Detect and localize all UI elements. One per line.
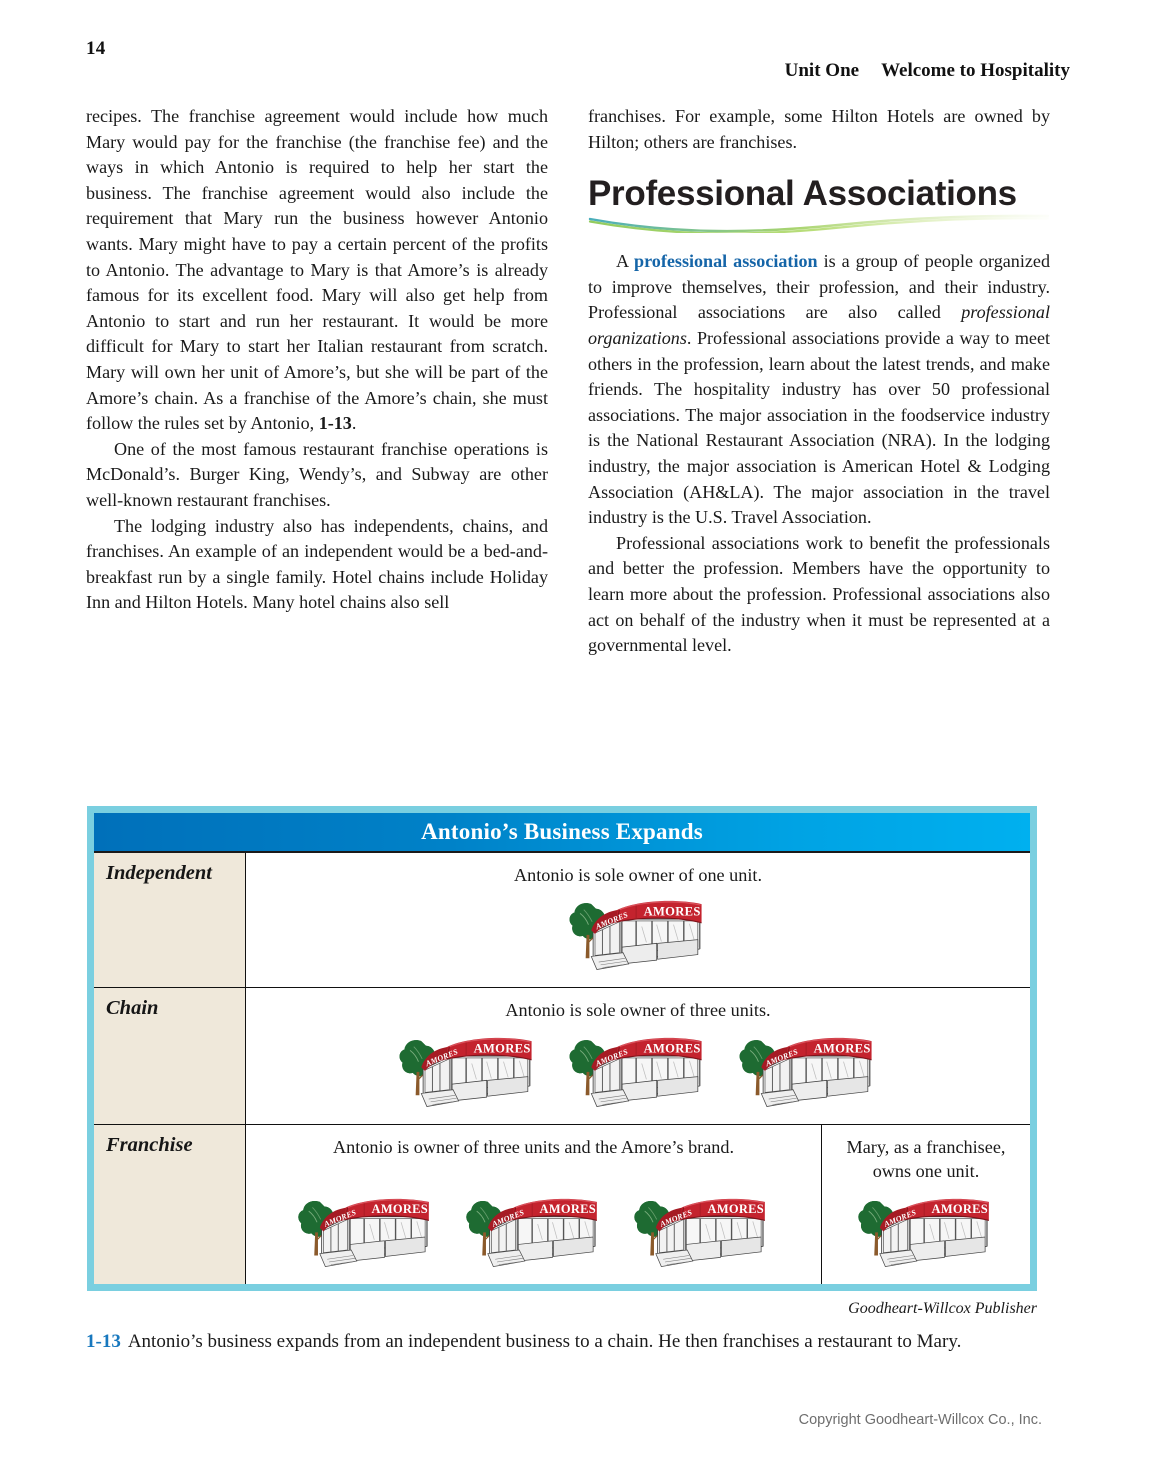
unit-group-independent bbox=[246, 887, 1030, 987]
figure-table-header bbox=[94, 813, 1030, 853]
unit-group-franchise-antonio bbox=[246, 1159, 821, 1284]
figure-table bbox=[87, 806, 1037, 1291]
figure-caption-number: 1-13 bbox=[86, 1331, 121, 1352]
storefront-illustration bbox=[628, 1189, 776, 1274]
key-term: professional association bbox=[634, 251, 818, 272]
row-body-chain bbox=[246, 988, 1030, 1124]
storefront-illustration bbox=[460, 1189, 608, 1274]
left-column bbox=[86, 104, 548, 616]
storefront-illustration bbox=[733, 1028, 883, 1114]
paragraph-benefits: Professional associations work to benefit the professionals and better the profession. Members have the opportunity to learn more about the profession. Professional associations also act on behalf of the industry when it must be represented at a governmental level. bbox=[588, 532, 1050, 656]
storefront-illustration bbox=[563, 1028, 713, 1114]
unit-title-label: Welcome to Hospitality bbox=[881, 60, 1070, 81]
franchise-mary-cell bbox=[822, 1125, 1030, 1284]
row-body-independent bbox=[246, 853, 1030, 987]
row-caption-franchise: Antonio is owner of three units and the Amore’s brand. bbox=[332, 1137, 735, 1157]
figure-reference-inline: 1-13 bbox=[318, 413, 352, 434]
running-head-title bbox=[766, 38, 1070, 104]
row-caption-independent: Antonio is sole owner of one unit. bbox=[513, 865, 763, 885]
para-tail: . Professional associations provide a way to meet others in the profession, learn about the latest trends, and make friends. The hospitality industry has over 50 professional associations. The major association in the foodservice industry is the National Restaurant Association (NRA). In the lodging industry, the major association is American Hotel & Lodging Association (AH&LA). The major association in the travel industry is the U.S. Travel Association. bbox=[588, 327, 1050, 528]
para-lead: A bbox=[616, 251, 635, 272]
row-caption-franchise-mary: Mary, as a franchisee, owns one unit. bbox=[846, 1137, 1006, 1181]
table-row bbox=[94, 853, 1030, 988]
section-heading-block bbox=[588, 174, 1050, 233]
right-column bbox=[588, 104, 1050, 659]
figure-credit: Goodheart-Willcox Publisher bbox=[848, 1300, 1037, 1317]
italic-term: professional organizations bbox=[588, 302, 1050, 348]
page-number: 14 bbox=[86, 38, 106, 59]
unit-group-franchise-mary bbox=[822, 1183, 1030, 1284]
paragraph-franchises-continued: franchises. For example, some Hilton Hotels are owned by Hilton; others are franchises. bbox=[588, 106, 1050, 152]
row-caption-chain: Antonio is sole owner of three units. bbox=[505, 1000, 771, 1020]
unit-label: Unit One bbox=[784, 60, 860, 81]
table-row bbox=[94, 988, 1030, 1125]
paragraph-mcdonalds: One of the most famous restaurant franchise operations is McDonald’s. Burger King, Wendy’s, and Subway are other well-known restaurant franchises. bbox=[86, 438, 548, 510]
row-body-franchise bbox=[246, 1125, 1030, 1284]
paragraph-text: recipes. The franchise agreement would include how much Mary would pay for the franchise (the franchise fee) and the ways in which Antonio is required to help her start the business. The franchise agreement would also include the requirement that Mary run the business however Antonio wants. Mary might have to pay a certain percent of the profits to Antonio. The advantage to Mary is that Amore’s is already famous for its excellent food. Mary will also get help from Antonio to start and run her restaurant. It would be more difficult for Mary to start her Italian restaurant from scratch. Mary will own her unit of Amore’s, but she will be part of the Amore’s chain. As a franchise of the Amore’s chain, she must follow the rules set by Antonio, bbox=[86, 106, 548, 434]
row-label-franchise: Franchise bbox=[94, 1125, 246, 1284]
section-heading: Professional Associations bbox=[588, 174, 1017, 214]
storefront-illustration bbox=[563, 891, 713, 977]
storefront-illustration bbox=[292, 1189, 440, 1274]
figure-table-title: Antonio’s Business Expands bbox=[421, 819, 703, 844]
body-columns bbox=[86, 104, 1070, 764]
figure-caption bbox=[86, 1328, 986, 1355]
unit-group-chain bbox=[246, 1022, 1030, 1124]
storefront-illustration bbox=[393, 1028, 543, 1114]
figure-reference-period: . bbox=[351, 413, 357, 434]
row-label-independent: Independent bbox=[94, 853, 246, 987]
decorative-wave-icon bbox=[588, 213, 1050, 233]
paragraph-lodging: The lodging industry also has independents, chains, and franchises. An example of an independent would be a bed-and-breakfast run by a single family. Hotel chains include Holiday Inn and Hilton Hotels. Many hotel chains also sell bbox=[86, 515, 548, 613]
franchise-antonio-cell bbox=[246, 1125, 822, 1284]
running-head bbox=[86, 38, 1070, 81]
copyright-notice: Copyright Goodheart-Willcox Co., Inc. bbox=[798, 1412, 1042, 1428]
row-label-chain: Chain bbox=[94, 988, 246, 1124]
paragraph-continued bbox=[86, 104, 548, 437]
storefront-illustration bbox=[852, 1189, 1000, 1274]
paragraph-professional-association bbox=[588, 249, 1050, 531]
table-row bbox=[94, 1125, 1030, 1284]
figure-caption-text: Antonio’s business expands from an independent business to a chain. He then franchises a restaurant to Mary. bbox=[127, 1331, 962, 1352]
para-mid: is a group of people organized to improve themselves, their profession, and their industry. Professional associations are also called bbox=[588, 251, 1050, 323]
